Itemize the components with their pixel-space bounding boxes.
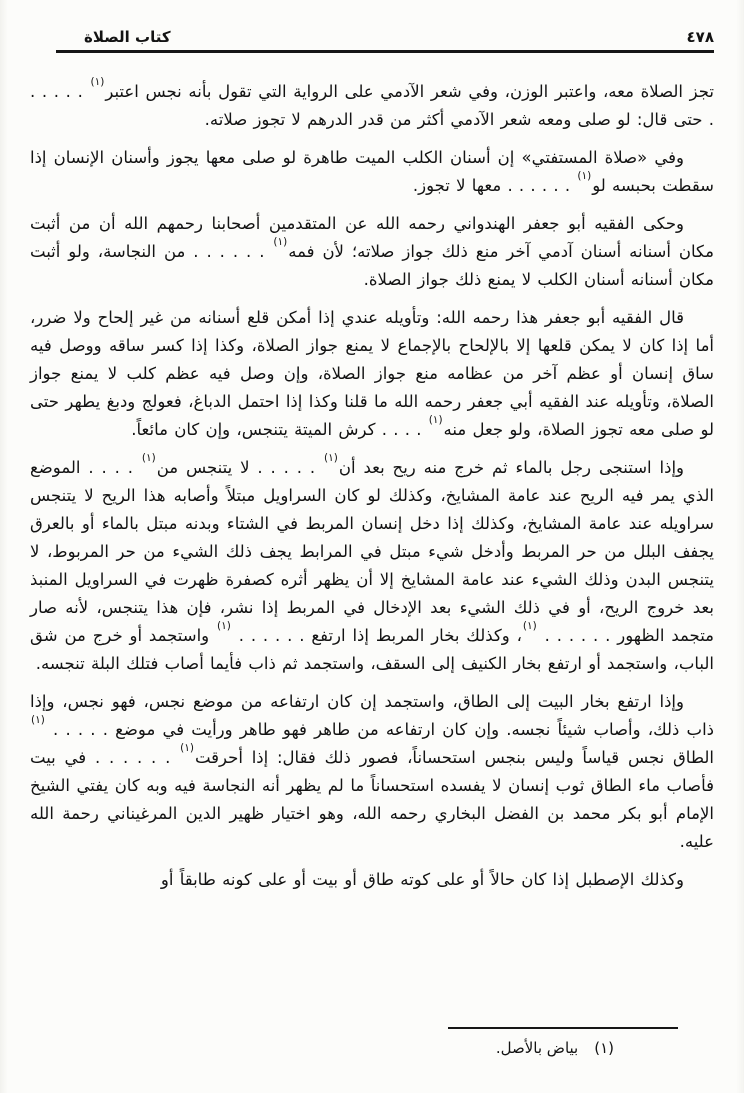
footnote-rule (448, 1027, 678, 1029)
paragraph: وإذا استنجى رجل بالماء ثم خرج منه ريح بعد أن$^{(١)}$ . . . . . لا يتنجس من$^{(١)}$ . . . . الموضع الذي يمر فيه الريح عند عامة المشايخ، وكذلك لو كان السراويل مبتلاً وأصابه هذا الريح لا يتنجس سراويله عند عامة المشايخ، وكذلك إذا دخل إنسان المربط في الشتاء وبدنه مبتل بالماء أو بالعرق يجفف البلل من حر المربط وأدخل شيء مبتل في المرابط يجف ذلك الشيء من حر المربوط، لا يتنجس البدن وذلك الشيء عند عامة المشايخ إلا أن يظهر أثره كصفرة ظهرت في السراويل المنبذ بعد خروج الريح، أو في ذلك الشيء بعد الإدخال في المربط إذا نشر، فإن هذا يتنجس، لأنه صار متجمد الظهور . . . . . . $^{(١)}$، وكذلك بخار المربط إذا ارتفع . . . . . . $^{(١)}$ واستجمد أو خرج من شق الباب، واستجمد أو ارتفع بخار الكنيف إلى السقف، واستجمد ثم ذاب فأيما أصاب فتلك البلة تنجسه. (30, 451, 715, 673)
footnote-marker-ref: (١) (31, 713, 45, 726)
paragraph: وإذا ارتفع بخار البيت إلى الطاق، واستجمد إن كان ارتفاعه من موضع نجس، فهو نجس، وإذا ذاب ذلك، وأصاب شيئاً نجسه. وإن كان ارتفاعه من طاهر فهو طاهر ورأيت في موضع . . . . . $^{(١)}$ الطاق نجس قياساً وليس بنجس استحساناً، فصور ذلك فقال: إذا أحرقت$^{(١)}$ . . . . . . في بيت فأصاب ماء الطاق ثوب إنسان لا يفسده استحساناً ما لم يظهر أنه النجاسة فيه وبه كان يفتي الشيخ الإمام أبو بكر محمد بن الفضل البخاري رحمه الله، وهو اختيار ظهير الدين المرغيناني رحمة الله عليه. (30, 692, 714, 851)
paragraph: وكذلك الإصطبل إذا كان حالاً أو على كوته طاق أو بيت أو على كونه طابقاً أو (160, 870, 684, 889)
footnote-marker-ref: (١) (90, 75, 105, 88)
footnote-marker-ref: (١) (428, 413, 443, 426)
footnote-item (30, 1037, 614, 1059)
paragraph: تجز الصلاة معه، واعتبر الوزن، وفي شعر الآدمي على الرواية التي تقول بأنه نجس اعتبر$^{(١)}$ . . . . . . حتى قال: لو صلى ومعه شعر الآدمي أكثر من قدر الدرهم لا تجوز صلاته. (30, 75, 715, 129)
paragraph: وفي «صلاة المستفتي» إن أسنان الكلب الميت طاهرة لو صلى معها يجوز وأسنان الإنسان إذا سقطت بحبسه لو$^{(١)}$ . . . . . . معها لا تجوز. (30, 148, 714, 195)
footnote-marker-ref: (١) (141, 451, 156, 464)
body-text (30, 75, 715, 894)
paragraph: وحكى الفقيه أبو جعفر الهندواني رحمه الله عن المتقدمين أصحابنا رحمهم الله أن من أثبت مكان أسنانه أسنان آدمي آخر منع ذلك جواز صلاته؛ لأن فمه$^{(١)}$ . . . . . . من النجاسة، ولو أثبت مكان أسنانه أسنان الكلب لا يمنع ذلك جواز الصلاة. (30, 214, 714, 289)
footnote-marker-ref: (١) (217, 619, 231, 632)
footnote-area (30, 1027, 714, 1059)
footnote-marker-ref: (١) (522, 619, 537, 632)
footnote-marker-ref: (١) (324, 451, 338, 464)
running-header (30, 22, 714, 46)
footnote-marker-ref: (١) (273, 235, 288, 248)
book-title: كتاب الصلاة (84, 28, 171, 46)
footnote-marker-ref: (١) (180, 741, 194, 754)
footnote-text: بياض بالأصل. (495, 1039, 579, 1057)
footnote-number: (١) (594, 1039, 614, 1057)
header-rule (56, 50, 714, 53)
page-number: ٤٧٨ (686, 28, 714, 46)
footnote-marker-ref: (١) (577, 169, 592, 182)
paragraph: قال الفقيه أبو جعفر هذا رحمه الله: وتأويله عندي إذا أمكن قلع أسنانه من غير إلحاح ولا ضرر، أما إذا كان لا يمكن قلعها إلا بالإلحاح بالإجماع لا يمنع جواز الصلاة، وكذا إذا كسر ساقه ووصل فيه ساق إنسان أو عظم آخر من عظامه منع جواز الصلاة، وإن وصل فيه عظم كلب لا يمنع جواز الصلاة، وتأويله عند الفقيه أبي جعفر رحمه الله ما قلنا وكذا إذا احتمل الدباغ، فعولج ودبغ يطهر حتى لو صلى معه تجوز الصلاة، ولو جعل منه$^{(١)}$ . . . . كرش الميتة يتنجس، وإن كان مائعاً. (30, 308, 714, 439)
